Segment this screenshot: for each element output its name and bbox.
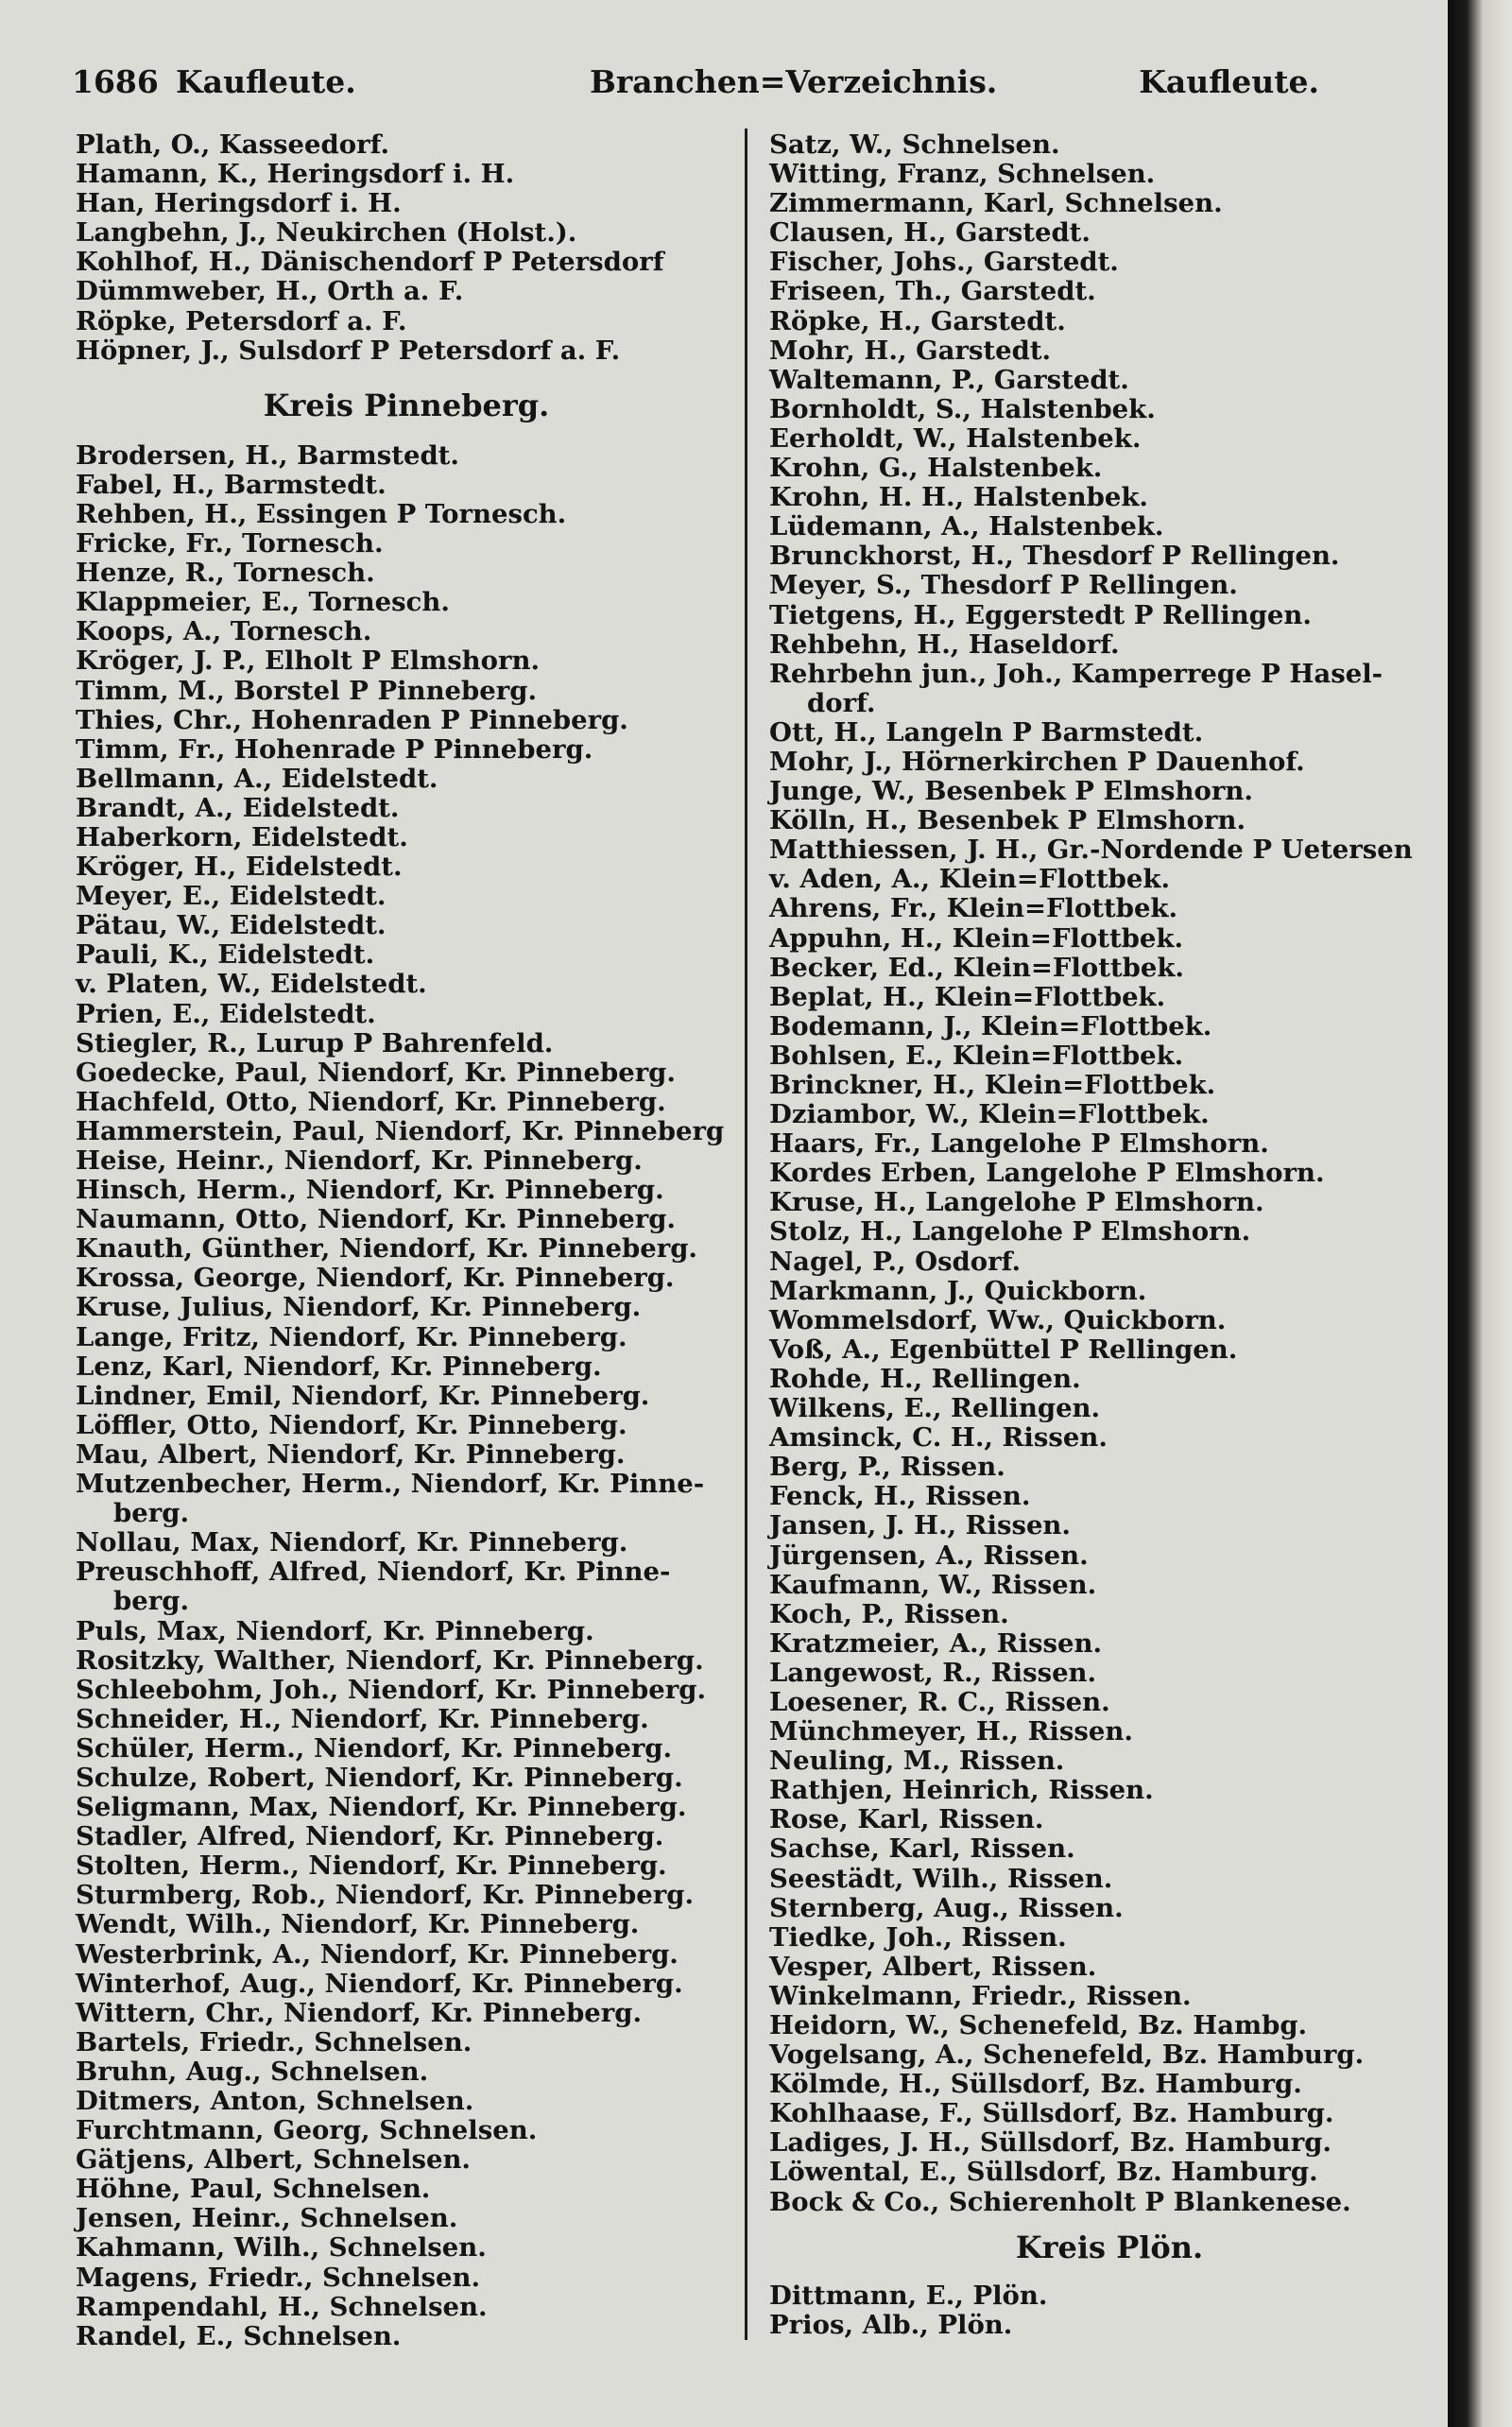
directory-entry: Pauli, K., Eidelstedt. <box>76 939 375 971</box>
directory-entry: Eerholdt, W., Halstenbek. <box>769 422 1142 454</box>
directory-entry: Amsinck, C. H., Rissen. <box>769 1422 1108 1454</box>
directory-entry: Bellmann, A., Eidelstedt. <box>76 763 438 794</box>
directory-entry: Ladiges, J. H., Süllsdorf, Bz. Hamburg. <box>769 2127 1332 2159</box>
directory-entry: Waltemann, P., Garstedt. <box>769 364 1129 395</box>
directory-entry: Nollau, Max, Niendorf, Kr. Pinneberg. <box>76 1527 628 1558</box>
directory-entry: Timm, M., Borstel P Pinneberg. <box>76 675 538 706</box>
directory-entry: Zimmermann, Karl, Schnelsen. <box>769 188 1223 219</box>
right-main-entries <box>769 130 1448 2217</box>
directory-entry: Hinsch, Herm., Niendorf, Kr. Pinneberg. <box>76 1175 664 1206</box>
directory-entry: Sturmberg, Rob., Niendorf, Kr. Pinneberg. <box>76 1880 695 1911</box>
directory-entry: Bornholdt, S., Halstenbek. <box>769 393 1156 424</box>
directory-entry: Dittmann, E., Plön. <box>769 2280 1048 2311</box>
directory-entry: Fabel, H., Barmstedt. <box>76 469 387 500</box>
directory-entry: Kröger, H., Eidelstedt. <box>76 852 403 883</box>
directory-entry: Furchtmann, Georg, Schnelsen. <box>76 2115 538 2146</box>
book-gutter-edge <box>1448 0 1512 2427</box>
directory-entry: Preuschhoff, Alfred, Niendorf, Kr. Pinne- <box>76 1557 671 1588</box>
directory-entry: Lindner, Emil, Niendorf, Kr. Pinneberg. <box>76 1380 650 1411</box>
directory-entry: Bodemann, J., Klein=Flottbek. <box>769 1010 1212 1041</box>
directory-entry: Kordes Erben, Langelohe P Elmshorn. <box>769 1158 1325 1189</box>
directory-entry: Rositzky, Walther, Niendorf, Kr. Pinneberg. <box>76 1644 704 1676</box>
directory-entry: Nagel, P., Osdorf. <box>769 1246 1022 1277</box>
directory-entry: Appuhn, H., Klein=Flottbek. <box>769 922 1184 954</box>
directory-entry: Meyer, E., Eidelstedt. <box>76 881 387 912</box>
directory-entry: Löwental, E., Süllsdorf, Bz. Hamburg. <box>769 2157 1318 2188</box>
directory-entry: Stolz, H., Langelohe P Elmshorn. <box>769 1216 1251 1248</box>
directory-entry: Goedecke, Paul, Niendorf, Kr. Pinneberg. <box>76 1057 676 1088</box>
directory-entry: Matthiessen, J. H., Gr.-Nordende P Uetersen <box>769 835 1413 866</box>
directory-entry: Kaufmann, W., Rissen. <box>769 1569 1097 1600</box>
directory-entry: Randel, E., Schnelsen. <box>76 2320 402 2351</box>
directory-entry: Höpner, J., Sulsdorf P Petersdorf a. F. <box>76 335 621 366</box>
directory-entry: Knauth, Günther, Niendorf, Kr. Pinneberg. <box>76 1233 697 1265</box>
directory-entry: Prios, Alb., Plön. <box>769 2309 1013 2340</box>
directory-entry: Brinckner, H., Klein=Flottbek. <box>769 1070 1216 1100</box>
directory-entry: Bohlsen, E., Klein=Flottbek. <box>769 1040 1184 1071</box>
directory-entry: Rehrbehn jun., Joh., Kamperrege P Hasel- <box>769 658 1383 689</box>
directory-entry: Schleebohm, Joh., Niendorf, Kr. Pinneberg. <box>76 1674 707 1705</box>
directory-entry: Fricke, Fr., Tornesch. <box>76 528 384 559</box>
directory-entry: Mau, Albert, Niendorf, Kr. Pinneberg. <box>76 1438 626 1470</box>
directory-entry: Vogelsang, A., Schenefeld, Bz. Hamburg. <box>769 2040 1365 2071</box>
directory-entry: Schneider, H., Niendorf, Kr. Pinneberg. <box>76 1703 649 1734</box>
directory-entry: Schüler, Herm., Niendorf, Kr. Pinneberg. <box>76 1732 673 1764</box>
directory-entry: Heidorn, W., Schenefeld, Bz. Hambg. <box>769 2010 1308 2040</box>
directory-entry: Berg, P., Rissen. <box>769 1452 1005 1483</box>
directory-entry: v. Platen, W., Eidelstedt. <box>76 969 427 1000</box>
right-column <box>769 130 1448 2340</box>
directory-entry: Koops, A., Tornesch. <box>76 616 372 647</box>
section-heading-ploen: Kreis Plön. <box>1015 2229 1204 2265</box>
directory-entry: Krohn, H. H., Halstenbek. <box>769 482 1148 513</box>
directory-entry: berg. <box>113 1498 190 1529</box>
column-divider <box>745 129 747 2340</box>
directory-entry: Bock & Co., Schierenholt P Blankenese. <box>769 2186 1351 2217</box>
directory-entry: Meyer, S., Thesdorf P Rellingen. <box>769 570 1238 601</box>
directory-entry: Winterhof, Aug., Niendorf, Kr. Pinneberg. <box>76 1968 683 1999</box>
header-center-title: Branchen=Verzeichnis. <box>590 63 998 100</box>
directory-entry: Friseen, Th., Garstedt. <box>769 276 1096 307</box>
directory-entry: Pätau, W., Eidelstedt. <box>76 910 387 941</box>
directory-entry: Haars, Fr., Langelohe P Elmshorn. <box>769 1128 1269 1160</box>
directory-entry: Hammerstein, Paul, Niendorf, Kr. Pinneberg <box>76 1115 725 1146</box>
left-top-entries <box>76 130 737 366</box>
directory-entry: Tietgens, H., Eggerstedt P Rellingen. <box>769 599 1312 630</box>
directory-entry: Wilkens, E., Rellingen. <box>769 1393 1101 1424</box>
directory-entry: Dümmweber, H., Orth a. F. <box>76 276 464 307</box>
directory-entry: Ditmers, Anton, Schnelsen. <box>76 2086 474 2116</box>
directory-entry: Kruse, Julius, Niendorf, Kr. Pinneberg. <box>76 1292 642 1323</box>
directory-entry: Timm, Fr., Hohenrade P Pinneberg. <box>76 733 593 765</box>
directory-entry: dorf. <box>807 687 876 718</box>
directory-entry: Rose, Karl, Rissen. <box>769 1804 1044 1835</box>
directory-entry: Rohde, H., Rellingen. <box>769 1363 1081 1394</box>
page-header <box>72 59 1319 106</box>
directory-entry: Kohlhof, H., Dänischendorf P Petersdorf <box>76 247 664 278</box>
directory-entry: Koch, P., Rissen. <box>769 1598 1009 1629</box>
page-number: 1686 <box>72 63 159 100</box>
directory-entry: Röpke, H., Garstedt. <box>769 305 1066 336</box>
directory-entry: Mohr, J., Hörnerkirchen P Dauenhof. <box>769 746 1305 777</box>
directory-entry: Brandt, A., Eidelstedt. <box>76 792 400 823</box>
directory-entry: Mutzenbecher, Herm., Niendorf, Kr. Pinne- <box>76 1469 705 1500</box>
directory-entry: v. Aden, A., Klein=Flottbek. <box>769 864 1171 895</box>
directory-entry: Fischer, Johs., Garstedt. <box>769 247 1119 278</box>
directory-entry: Löffler, Otto, Niendorf, Kr. Pinneberg. <box>76 1409 627 1440</box>
directory-entry: Stolten, Herm., Niendorf, Kr. Pinneberg. <box>76 1850 667 1882</box>
directory-entry: Henze, R., Tornesch. <box>76 558 375 589</box>
directory-entry: Han, Heringsdorf i. H. <box>76 188 402 219</box>
directory-entry: Rehbehn, H., Haseldorf. <box>769 628 1120 660</box>
directory-entry: Wittern, Chr., Niendorf, Kr. Pinneberg. <box>76 1997 643 2028</box>
directory-entry: Fenck, H., Rissen. <box>769 1481 1031 1512</box>
directory-entry: Hachfeld, Otto, Niendorf, Kr. Pinneberg. <box>76 1086 666 1117</box>
directory-entry: Kratzmeier, A., Rissen. <box>769 1627 1103 1659</box>
header-right-title: Kaufleute. <box>1139 63 1319 100</box>
directory-entry: Neuling, M., Rissen. <box>769 1746 1065 1777</box>
directory-entry: Naumann, Otto, Niendorf, Kr. Pinneberg. <box>76 1204 676 1235</box>
directory-entry: Puls, Max, Niendorf, Kr. Pinneberg. <box>76 1615 594 1646</box>
directory-entry: Winkelmann, Friedr., Rissen. <box>769 1980 1192 2011</box>
directory-entry: Gätjens, Albert, Schnelsen. <box>76 2144 472 2176</box>
directory-entry: Vesper, Albert, Rissen. <box>769 1951 1097 1982</box>
directory-entry: Rathjen, Heinrich, Rissen. <box>769 1775 1154 1806</box>
directory-entry: Röpke, Petersdorf a. F. <box>76 305 407 336</box>
directory-entry: Clausen, H., Garstedt. <box>769 217 1091 249</box>
directory-entry: Loesener, R. C., Rissen. <box>769 1686 1110 1717</box>
directory-entry: Ahrens, Fr., Klein=Flottbek. <box>769 893 1178 924</box>
directory-entry: Langbehn, J., Neukirchen (Holst.). <box>76 217 577 249</box>
directory-entry: Markmann, J., Quickborn. <box>769 1275 1147 1306</box>
directory-entry: Dziambor, W., Klein=Flottbek. <box>769 1099 1210 1130</box>
left-column <box>76 130 737 2351</box>
directory-entry: Tiedke, Joh., Rissen. <box>769 1921 1067 1953</box>
directory-entry: Sternberg, Aug., Rissen. <box>769 1892 1124 1923</box>
directory-entry: Jansen, J. H., Rissen. <box>769 1510 1072 1541</box>
directory-entry: Hamann, K., Heringsdorf i. H. <box>76 159 515 190</box>
directory-entry: Rampendahl, H., Schnelsen. <box>76 2291 488 2322</box>
directory-entry: Klappmeier, E., Tornesch. <box>76 587 450 618</box>
directory-entry: Magens, Friedr., Schnelsen. <box>76 2262 481 2293</box>
directory-entry: Becker, Ed., Klein=Flottbek. <box>769 952 1184 983</box>
directory-entry: Junge, W., Besenbek P Elmshorn. <box>769 776 1253 807</box>
directory-entry: Stiegler, R., Lurup P Bahrenfeld. <box>76 1027 554 1059</box>
directory-entry: Kölmde, H., Süllsdorf, Bz. Hamburg. <box>769 2069 1302 2100</box>
directory-entry: Seestädt, Wilh., Rissen. <box>769 1863 1113 1894</box>
directory-entry: Krohn, G., Halstenbek. <box>769 453 1103 484</box>
directory-entry: Sachse, Karl, Rissen. <box>769 1833 1075 1865</box>
directory-entry: Ott, H., Langeln P Barmstedt. <box>769 716 1204 748</box>
directory-entry: Kohlhaase, F., Süllsdorf, Bz. Hamburg. <box>769 2098 1334 2129</box>
directory-entry: Bartels, Friedr., Schnelsen. <box>76 2026 472 2057</box>
directory-entry: Lenz, Karl, Niendorf, Kr. Pinneberg. <box>76 1351 602 1382</box>
directory-entry: berg. <box>113 1586 190 1617</box>
directory-entry: Seligmann, Max, Niendorf, Kr. Pinneberg. <box>76 1792 687 1823</box>
directory-entry: Brodersen, H., Barmstedt. <box>76 439 459 471</box>
directory-entry: Jensen, Heinr., Schnelsen. <box>76 2203 458 2234</box>
left-main-entries <box>76 441 737 2351</box>
directory-entry: Thies, Chr., Hohenraden P Pinneberg. <box>76 704 628 735</box>
directory-entry: Stadler, Alfred, Niendorf, Kr. Pinneberg. <box>76 1821 664 1852</box>
directory-entry: Rehben, H., Essingen P Tornesch. <box>76 498 567 529</box>
directory-entry: Witting, Franz, Schnelsen. <box>769 159 1156 190</box>
directory-entry: Lüdemann, A., Halstenbek. <box>769 511 1164 542</box>
directory-entry: Bruhn, Aug., Schnelsen. <box>76 2056 429 2087</box>
directory-entry: Voß, A., Egenbüttel P Rellingen. <box>769 1334 1238 1365</box>
directory-entry: Kahmann, Wilh., Schnelsen. <box>76 2232 487 2263</box>
directory-entry: Kruse, H., Langelohe P Elmshorn. <box>769 1187 1264 1218</box>
directory-entry: Prien, E., Eidelstedt. <box>76 998 376 1029</box>
directory-entry: Westerbrink, A., Niendorf, Kr. Pinneberg. <box>76 1938 679 1970</box>
right-bottom-entries <box>769 2281 1448 2340</box>
directory-entry: Wendt, Wilh., Niendorf, Kr. Pinneberg. <box>76 1909 640 1940</box>
directory-entry: Krossa, George, Niendorf, Kr. Pinneberg. <box>76 1263 675 1294</box>
directory-entry: Schulze, Robert, Niendorf, Kr. Pinneberg. <box>76 1762 683 1793</box>
directory-entry: Wommelsdorf, Ww., Quickborn. <box>769 1304 1227 1335</box>
directory-entry: Kröger, J. P., Elholt P Elmshorn. <box>76 645 541 677</box>
directory-entry: Jürgensen, A., Rissen. <box>769 1540 1089 1571</box>
directory-entry: Höhne, Paul, Schnelsen. <box>76 2174 431 2205</box>
directory-entry: Brunckhorst, H., Thesdorf P Rellingen. <box>769 541 1340 572</box>
directory-entry: Langewost, R., Rissen. <box>769 1657 1097 1688</box>
directory-entry: Plath, O., Kasseedorf. <box>76 129 390 160</box>
header-left-title: Kaufleute. <box>176 63 356 100</box>
directory-entry: Beplat, H., Klein=Flottbek. <box>769 981 1166 1012</box>
directory-entry: Satz, W., Schnelsen. <box>769 129 1060 160</box>
section-heading-pinneberg: Kreis Pinneberg. <box>263 387 550 423</box>
directory-entry: Münchmeyer, H., Rissen. <box>769 1716 1133 1747</box>
directory-entry: Kölln, H., Besenbek P Elmshorn. <box>769 805 1246 836</box>
directory-entry: Mohr, H., Garstedt. <box>769 335 1052 366</box>
directory-entry: Lange, Fritz, Niendorf, Kr. Pinneberg. <box>76 1321 627 1352</box>
directory-entry: Heise, Heinr., Niendorf, Kr. Pinneberg. <box>76 1145 643 1176</box>
directory-entry: Haberkorn, Eidelstedt. <box>76 821 408 852</box>
